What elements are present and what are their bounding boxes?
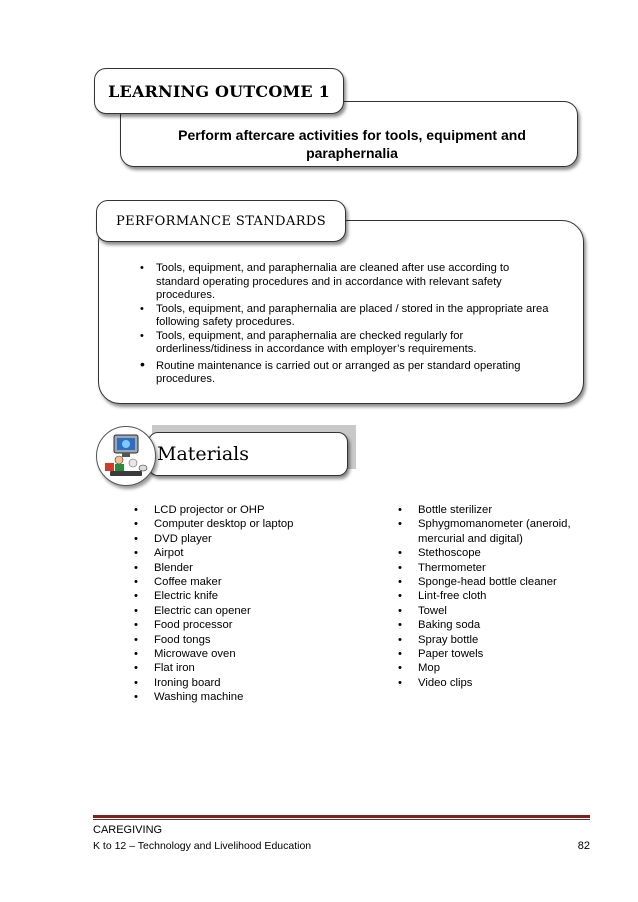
bullet-icon: • xyxy=(398,648,402,661)
footer-rule-thin xyxy=(93,819,590,820)
list-item: • Tools, equipment, and paraphernalia are cleaned after use according to standard operating procedures and in accordance with relevant safety procedures. xyxy=(140,262,510,301)
bullet-icon: • xyxy=(398,561,402,574)
list-item: • Airpot xyxy=(134,547,184,560)
list-item: • Coffee maker xyxy=(134,576,222,589)
materials-list-left xyxy=(134,503,354,705)
learning-outcome-text: Perform aftercare activities for tools, equipment and paraphernalia xyxy=(178,127,526,161)
list-item: • Food tongs xyxy=(134,633,211,646)
list-item: • Thermometer xyxy=(398,561,486,574)
bullet-icon: • xyxy=(134,691,138,704)
bullet-icon: • xyxy=(398,590,402,603)
bullet-icon: • xyxy=(134,648,138,661)
list-item: • LCD projector or OHP xyxy=(134,504,265,516)
list-item: • Video clips xyxy=(398,676,473,689)
list-item: • Microwave oven xyxy=(134,648,236,661)
bullet-icon: • xyxy=(398,662,402,675)
bullet-icon: • xyxy=(398,676,402,689)
page-number: 82 xyxy=(577,840,590,852)
list-item: • Washing machine xyxy=(134,691,244,704)
list-item: • Flat iron xyxy=(134,662,195,675)
list-item: • Sponge-head bottle cleaner xyxy=(398,576,557,589)
performance-standards-label: PERFORMANCE STANDARDS xyxy=(96,200,346,242)
list-item: • Tools, equipment, and paraphernalia are checked regularly for orderliness/tidiness in accordance with employer’s requirements. xyxy=(140,329,477,355)
bullet-icon: • xyxy=(134,676,138,689)
list-item: • DVD player xyxy=(134,532,212,545)
bullet-icon: • xyxy=(134,633,138,646)
bullet-icon: • xyxy=(134,662,138,675)
footer-brand: CAREGIVING xyxy=(93,824,163,836)
materials-icon-circle xyxy=(96,426,156,486)
bullet-icon: • xyxy=(398,604,402,617)
list-item: • Ironing board xyxy=(134,676,221,689)
list-item: • Baking soda xyxy=(398,619,481,632)
bullet-icon: • xyxy=(398,547,402,560)
list-item: • Spray bottle xyxy=(398,633,479,646)
bullet-icon: • xyxy=(134,576,138,589)
materials-label: Materials xyxy=(148,432,348,476)
list-item: • Food processor xyxy=(134,619,233,632)
bullet-icon: • xyxy=(140,302,144,315)
bullet-icon: • xyxy=(134,518,138,531)
bullet-icon: • xyxy=(398,619,402,632)
learning-outcome-label: LEARNING OUTCOME 1 xyxy=(94,68,344,114)
bullet-icon: • xyxy=(134,604,138,617)
bullet-icon: • xyxy=(140,262,144,274)
list-item: • Computer desktop or laptop xyxy=(134,518,294,531)
list-item: • Mop xyxy=(398,662,440,675)
bullet-icon: • xyxy=(134,504,138,516)
bullet-icon: • xyxy=(134,532,138,545)
list-item: • Paper towels xyxy=(398,648,484,661)
list-item: • Blender xyxy=(134,561,193,574)
bullet-icon: • xyxy=(134,547,138,560)
footer-rule-thick xyxy=(93,815,590,818)
performance-standards-list xyxy=(122,262,554,387)
bullet-icon: • xyxy=(398,576,402,589)
list-item: • Stethoscope xyxy=(398,547,481,560)
computer-clipart-icon xyxy=(97,427,155,485)
bullet-icon: • xyxy=(140,355,145,372)
list-item: • Electric can opener xyxy=(134,604,251,617)
bullet-icon: • xyxy=(398,504,402,516)
footer-subtitle: K to 12 – Technology and Livelihood Education xyxy=(93,840,312,852)
bullet-icon: • xyxy=(398,633,402,646)
list-item: • Electric knife xyxy=(134,590,219,603)
list-item: • Sphygmomanometer (aneroid, mercurial and digital) xyxy=(398,518,571,545)
list-item: • Towel xyxy=(398,604,447,617)
list-item: • Bottle sterilizer xyxy=(398,504,493,516)
bullet-icon: • xyxy=(134,590,138,603)
bullet-icon: • xyxy=(134,619,138,632)
list-item: • Routine maintenance is carried out or arranged as per standard operating procedures. xyxy=(140,355,521,385)
list-item: • Tools, equipment, and paraphernalia are placed / stored in the appropriate area following safety procedures. xyxy=(140,302,549,328)
materials-list-right xyxy=(398,503,598,690)
bullet-icon: • xyxy=(134,561,138,574)
list-item: • Lint-free cloth xyxy=(398,590,487,603)
bullet-icon: • xyxy=(398,518,402,531)
bullet-icon: • xyxy=(140,329,144,342)
